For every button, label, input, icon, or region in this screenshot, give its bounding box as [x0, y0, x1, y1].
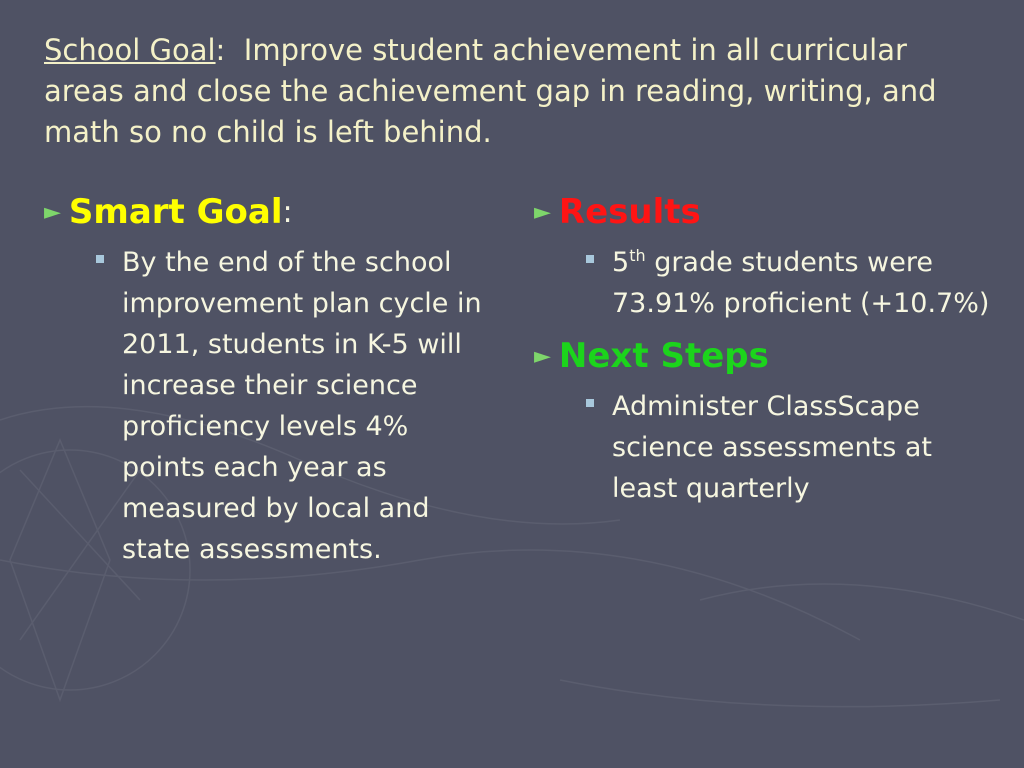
smart-goal-column — [44, 188, 484, 570]
smart-goal-heading: Smart Goal — [68, 192, 283, 232]
next-steps-heading-row — [534, 332, 994, 380]
results-heading-row — [534, 188, 994, 236]
next-steps-bullet — [586, 386, 994, 509]
arrow-bullet-icon: ► — [534, 343, 551, 369]
results-text — [612, 242, 994, 324]
school-goal-label: School Goal — [44, 33, 216, 67]
next-steps-text: Administer ClassScape science assessments at least quarterly — [612, 391, 932, 504]
smart-goal-heading-row — [44, 188, 484, 236]
smart-goal-bullet — [96, 242, 484, 570]
next-steps-heading: Next Steps — [558, 336, 769, 376]
arrow-bullet-icon: ► — [44, 199, 61, 225]
smart-goal-text: By the end of the school improvement plan cycle in 2011, students in K-5 will increase their science proficiency levels 4% points each year as measured by local and state assessments. — [122, 247, 482, 565]
grade-text: grade students were 73.91% proficient (+10.7%) — [612, 247, 990, 319]
arrow-bullet-icon: ► — [534, 199, 551, 225]
slide-title — [44, 30, 994, 153]
square-bullet-icon — [586, 255, 594, 263]
grade-superscript: th — [629, 246, 646, 265]
square-bullet-icon — [96, 255, 104, 263]
results-heading: Results — [558, 192, 701, 232]
results-column — [534, 188, 994, 509]
square-bullet-icon — [586, 399, 594, 407]
school-goal-colon: : — [215, 33, 226, 67]
results-bullet — [586, 242, 994, 324]
school-goal-text: Improve student achievement in all curricular areas and close the achievement gap in reading, writing, and math so no child is left behind. — [44, 33, 946, 149]
smart-goal-colon: : — [282, 194, 293, 230]
grade-number: 5 — [612, 247, 630, 278]
